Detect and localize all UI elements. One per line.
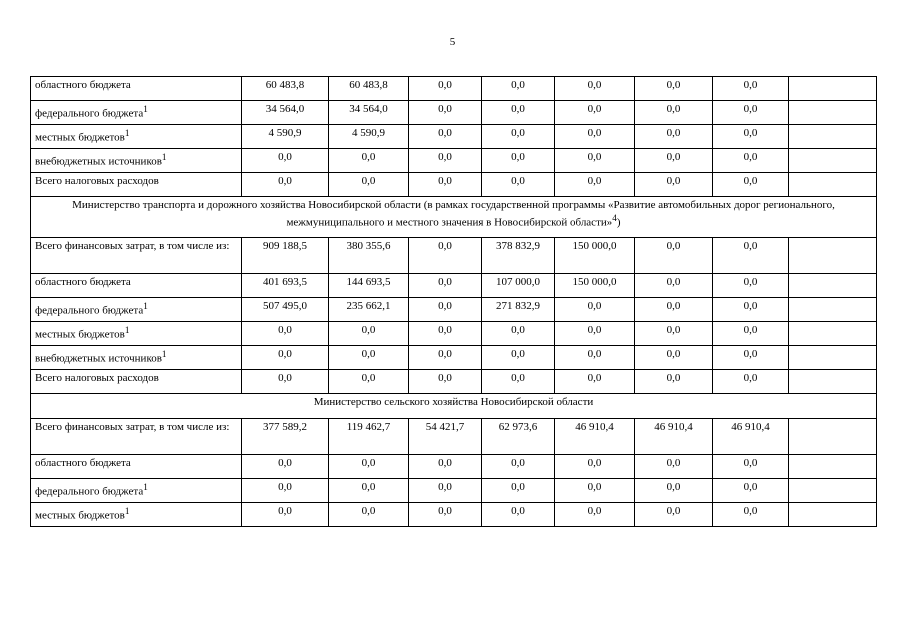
row-label: внебюджетных источников [35, 155, 162, 168]
value-cell: 62 973,6 [482, 419, 555, 455]
value-cell: 46 910,4 [713, 419, 789, 455]
value-cell: 46 910,4 [635, 419, 713, 455]
value-cell: 54 421,7 [409, 419, 482, 455]
value-cell: 0,0 [555, 77, 635, 101]
value-cell: 119 462,7 [329, 419, 409, 455]
value-cell: 0,0 [329, 370, 409, 394]
value-cell: 0,0 [555, 125, 635, 149]
value-cell: 0,0 [409, 455, 482, 479]
value-cell: 0,0 [635, 298, 713, 322]
value-cell: 0,0 [242, 149, 329, 173]
value-cell: 0,0 [635, 370, 713, 394]
row-label-cell [31, 503, 242, 527]
row-label-cell [31, 149, 242, 173]
value-cell: 0,0 [713, 503, 789, 527]
value-cell [789, 479, 877, 503]
value-cell: 0,0 [635, 125, 713, 149]
table-row [31, 479, 877, 503]
value-cell: 0,0 [713, 125, 789, 149]
value-cell: 0,0 [713, 173, 789, 197]
value-cell: 0,0 [635, 173, 713, 197]
value-cell: 0,0 [713, 455, 789, 479]
value-cell [789, 77, 877, 101]
value-cell: 0,0 [329, 503, 409, 527]
value-cell: 0,0 [555, 101, 635, 125]
table-row [31, 298, 877, 322]
row-label: Всего финансовых затрат, в том числе из: [35, 421, 230, 433]
value-cell: 34 564,0 [242, 101, 329, 125]
row-label-cell [31, 298, 242, 322]
row-label: местных бюджетов [35, 328, 125, 341]
value-cell: 0,0 [409, 149, 482, 173]
value-cell: 150 000,0 [555, 274, 635, 298]
value-cell: 0,0 [409, 77, 482, 101]
value-cell: 0,0 [555, 173, 635, 197]
row-label-cell [31, 479, 242, 503]
page-number: 5 [449, 36, 456, 48]
row-label: Всего финансовых затрат, в том числе из: [35, 240, 230, 252]
value-cell: 0,0 [242, 370, 329, 394]
value-cell: 0,0 [242, 173, 329, 197]
value-cell: 150 000,0 [555, 238, 635, 274]
budget-table [30, 76, 877, 527]
value-cell: 0,0 [555, 370, 635, 394]
row-label-cell [31, 101, 242, 125]
section-header-row [31, 197, 877, 238]
value-cell: 0,0 [555, 346, 635, 370]
table-row [31, 125, 877, 149]
row-label: федерального бюджета [35, 107, 144, 120]
row-label: местных бюджетов [35, 509, 125, 522]
value-cell: 0,0 [482, 101, 555, 125]
value-cell: 0,0 [635, 149, 713, 173]
value-cell [789, 298, 877, 322]
footnote-marker: 1 [161, 349, 167, 359]
value-cell: 0,0 [329, 322, 409, 346]
value-cell: 0,0 [635, 77, 713, 101]
value-cell: 0,0 [409, 274, 482, 298]
value-cell: 0,0 [409, 346, 482, 370]
value-cell: 0,0 [482, 125, 555, 149]
value-cell [789, 101, 877, 125]
value-cell [789, 149, 877, 173]
footnote-marker: 1 [161, 152, 167, 162]
value-cell: 0,0 [329, 149, 409, 173]
value-cell: 0,0 [482, 322, 555, 346]
value-cell: 4 590,9 [329, 125, 409, 149]
value-cell: 0,0 [555, 479, 635, 503]
row-label: областного бюджета [35, 276, 131, 288]
section-title: Министерство сельского хозяйства Новосибирской области [313, 396, 594, 408]
value-cell: 0,0 [713, 238, 789, 274]
value-cell: 0,0 [329, 346, 409, 370]
value-cell: 0,0 [329, 479, 409, 503]
value-cell: 0,0 [409, 298, 482, 322]
row-label: областного бюджета [35, 79, 131, 91]
value-cell: 0,0 [242, 322, 329, 346]
value-cell: 0,0 [409, 173, 482, 197]
value-cell: 0,0 [242, 503, 329, 527]
value-cell [789, 274, 877, 298]
table-row [31, 77, 877, 101]
value-cell: 0,0 [713, 101, 789, 125]
row-label-cell [31, 173, 242, 197]
value-cell: 0,0 [409, 238, 482, 274]
row-label: федерального бюджета [35, 304, 144, 317]
value-cell [789, 173, 877, 197]
value-cell: 0,0 [242, 455, 329, 479]
row-label: Всего налоговых расходов [35, 372, 159, 384]
row-label: федерального бюджета [35, 485, 144, 498]
value-cell: 0,0 [555, 149, 635, 173]
value-cell: 60 483,8 [329, 77, 409, 101]
value-cell [789, 322, 877, 346]
value-cell [789, 238, 877, 274]
value-cell: 0,0 [482, 479, 555, 503]
value-cell: 0,0 [555, 503, 635, 527]
footnote-marker: 1 [143, 301, 148, 311]
table-row [31, 238, 877, 274]
value-cell: 380 355,6 [329, 238, 409, 274]
footnote-marker: 4 [612, 213, 617, 223]
section-header-cell [31, 394, 877, 419]
value-cell: 0,0 [713, 370, 789, 394]
value-cell: 0,0 [409, 370, 482, 394]
value-cell: 0,0 [482, 455, 555, 479]
section-title-tail: ) [616, 216, 621, 229]
value-cell: 377 589,2 [242, 419, 329, 455]
table-row [31, 346, 877, 370]
value-cell [789, 503, 877, 527]
footnote-marker: 1 [143, 104, 148, 114]
value-cell: 0,0 [482, 370, 555, 394]
value-cell: 0,0 [242, 479, 329, 503]
row-label: местных бюджетов [35, 131, 125, 144]
value-cell: 0,0 [635, 274, 713, 298]
value-cell: 0,0 [713, 298, 789, 322]
value-cell: 0,0 [242, 346, 329, 370]
value-cell: 0,0 [713, 322, 789, 346]
section-title: Министерство транспорта и дорожного хозяйства Новосибирской области (в рамках государственной программы «Развитие автомобильных дорог регионального, межмуниципального и местного значения в Новосибирской области» [72, 199, 835, 229]
value-cell: 0,0 [713, 274, 789, 298]
value-cell: 0,0 [555, 322, 635, 346]
value-cell: 4 590,9 [242, 125, 329, 149]
table-row [31, 101, 877, 125]
value-cell: 0,0 [482, 77, 555, 101]
value-cell: 909 188,5 [242, 238, 329, 274]
row-label-cell [31, 274, 242, 298]
row-label: Всего налоговых расходов [35, 175, 159, 187]
value-cell: 0,0 [713, 479, 789, 503]
value-cell: 0,0 [635, 238, 713, 274]
value-cell: 34 564,0 [329, 101, 409, 125]
value-cell: 0,0 [409, 503, 482, 527]
table-row [31, 274, 877, 298]
row-label-cell [31, 370, 242, 394]
value-cell: 0,0 [329, 173, 409, 197]
value-cell: 0,0 [635, 322, 713, 346]
value-cell: 0,0 [409, 322, 482, 346]
row-label: областного бюджета [35, 457, 131, 469]
value-cell [789, 346, 877, 370]
value-cell: 0,0 [635, 503, 713, 527]
footnote-marker: 1 [124, 128, 130, 138]
value-cell: 0,0 [555, 298, 635, 322]
row-label-cell [31, 322, 242, 346]
value-cell: 507 495,0 [242, 298, 329, 322]
row-label-cell [31, 346, 242, 370]
value-cell: 0,0 [713, 77, 789, 101]
row-label-cell [31, 125, 242, 149]
table-row [31, 455, 877, 479]
value-cell: 144 693,5 [329, 274, 409, 298]
table-row [31, 322, 877, 346]
value-cell [789, 370, 877, 394]
row-label-cell [31, 455, 242, 479]
value-cell: 0,0 [555, 455, 635, 479]
value-cell: 235 662,1 [329, 298, 409, 322]
table-row [31, 173, 877, 197]
value-cell: 0,0 [482, 346, 555, 370]
section-header-cell [31, 197, 877, 238]
value-cell: 0,0 [713, 149, 789, 173]
value-cell: 0,0 [482, 503, 555, 527]
value-cell: 0,0 [329, 455, 409, 479]
row-label: внебюджетных источников [35, 352, 162, 365]
value-cell: 0,0 [409, 101, 482, 125]
footnote-marker: 1 [124, 506, 130, 516]
value-cell [789, 455, 877, 479]
value-cell [789, 125, 877, 149]
value-cell: 0,0 [635, 455, 713, 479]
section-header-row [31, 394, 877, 419]
value-cell: 60 483,8 [242, 77, 329, 101]
footnote-marker: 1 [124, 325, 130, 335]
table-row [31, 370, 877, 394]
value-cell: 46 910,4 [555, 419, 635, 455]
table-row [31, 503, 877, 527]
value-cell: 378 832,9 [482, 238, 555, 274]
value-cell: 271 832,9 [482, 298, 555, 322]
value-cell: 401 693,5 [242, 274, 329, 298]
row-label-cell [31, 77, 242, 101]
value-cell: 0,0 [635, 101, 713, 125]
value-cell: 0,0 [635, 479, 713, 503]
value-cell: 0,0 [409, 125, 482, 149]
value-cell: 0,0 [713, 346, 789, 370]
table-row [31, 419, 877, 455]
row-label-cell [31, 419, 242, 455]
value-cell: 0,0 [635, 346, 713, 370]
value-cell: 0,0 [409, 479, 482, 503]
table-row [31, 149, 877, 173]
value-cell: 0,0 [482, 149, 555, 173]
footnote-marker: 1 [143, 482, 148, 492]
value-cell: 0,0 [482, 173, 555, 197]
table-body [31, 77, 877, 527]
value-cell [789, 419, 877, 455]
value-cell: 107 000,0 [482, 274, 555, 298]
row-label-cell [31, 238, 242, 274]
